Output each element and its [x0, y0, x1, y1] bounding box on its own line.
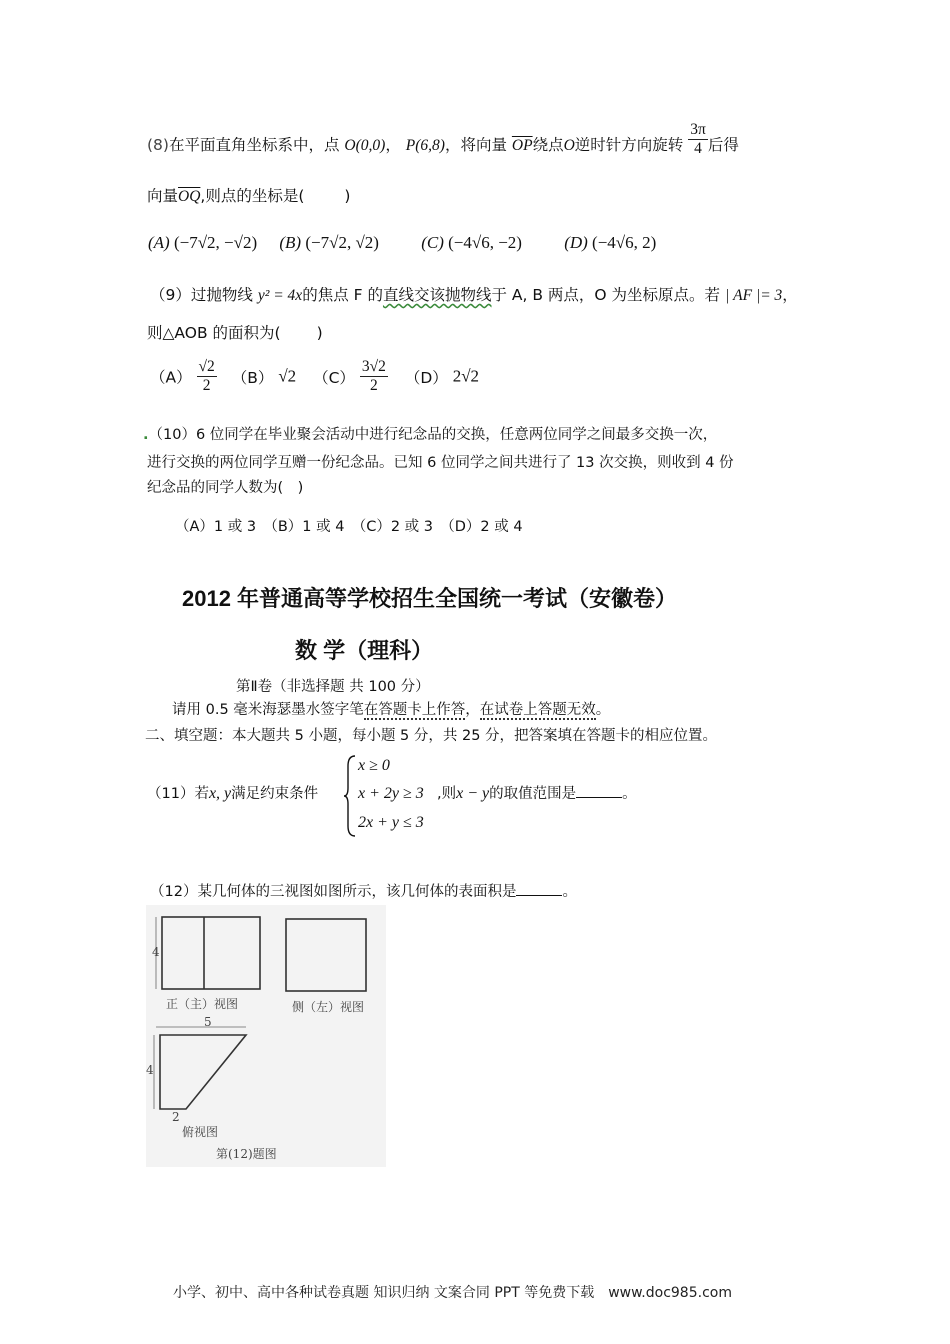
q10-line2: 进行交换的两位同学互赠一份纪念品。已知 6 位同学之间共进行了 13 次交换，则收到 4 份 — [147, 455, 734, 471]
q8-line2-text2: ,则点的坐标是( — [200, 187, 305, 205]
q9-line1 — [150, 283, 798, 305]
q8-text1: 在平面直角坐标系中，点 — [168, 136, 340, 154]
q8-vector-oq: $\overline{OQ}$ — [178, 188, 201, 205]
notice-emphasis-2: 在试卷上答题无效 — [479, 702, 596, 718]
q11-constraint-2: x + 2y ≥ 3 — [358, 785, 424, 802]
top-view-trapezoid — [160, 1035, 246, 1109]
q11-tail — [437, 782, 637, 803]
q9-option-c-fraction: $\frac{3√2}{2}$ — [361, 358, 386, 394]
front-view-label: 正（主）视图 — [166, 997, 239, 1011]
q8-option-d-label: (D) — [564, 233, 588, 252]
q11-text1: 满足约束条件 — [231, 786, 319, 802]
dim-2-label: 2 — [172, 1110, 180, 1124]
q8-angle-fraction: $\frac{3\pi}{4}$ — [690, 121, 706, 157]
q9-option-a-label: （A） — [150, 368, 192, 387]
figure-caption: 第(12)题图 — [216, 1147, 277, 1161]
notice-pre: 请用 0.5 毫米海瑟墨水签字笔 — [172, 702, 364, 718]
q8-option-b-label: (B) — [279, 233, 302, 252]
q9-option-c-label: （C） — [313, 368, 355, 387]
dim-5-label: 5 — [204, 1015, 212, 1029]
q9-prefix: （9）过抛物线 — [150, 286, 253, 304]
q8-o-letter: O — [563, 137, 575, 154]
q11-constraint-3: 2x + y ≤ 3 — [358, 814, 424, 831]
section-2-heading: 二、填空题：本大题共 5 小题，每小题 5 分，共 25 分，把答案填在答题卡的相应位置。 — [145, 728, 718, 744]
q9-condition: | AF |= 3 — [725, 287, 783, 304]
exam-title: 2012 年普通高等学校招生全国统一考试（安徽卷） — [182, 586, 678, 611]
q11-prefix: （11）若 — [147, 786, 209, 802]
q8-prefix: (8) — [147, 136, 169, 154]
q10-options: （A）1 或 3 （B）1 或 4 （C）2 或 3 （D）2 或 4 — [175, 519, 523, 535]
q9-line2 — [147, 321, 323, 343]
q8-text3: 绕点 — [532, 136, 564, 154]
q11-constraint-1: x ≥ 0 — [358, 757, 390, 774]
q12-figure — [146, 905, 386, 1167]
q10-line1 — [143, 423, 717, 444]
dim-4b-label: 4 — [146, 1063, 154, 1077]
q8-text5: 后得 — [707, 136, 739, 154]
q8-point-p: P(6,8) — [405, 137, 445, 154]
q11-vars: x, y — [208, 785, 232, 802]
q11-expression: x − y — [456, 785, 490, 802]
q9-line2-end: ) — [316, 324, 323, 342]
q12-end: 。 — [562, 884, 577, 900]
front-view-rect — [162, 917, 260, 989]
q11-text2: ,则 — [437, 786, 457, 802]
side-view-label: 侧（左）视图 — [292, 1000, 365, 1014]
q9-option-a-fraction: $\frac{√2}{2}$ — [198, 358, 215, 394]
notice-end: 。 — [595, 702, 611, 718]
exam-subject: 数 学（理科） — [295, 638, 434, 663]
q9-option-d: 2√2 — [452, 366, 480, 386]
q8-options — [148, 233, 656, 253]
q9-option-b: √2 — [278, 366, 297, 386]
q8-line2-text1: 向量 — [147, 187, 179, 205]
q8-sep: ， — [385, 136, 401, 154]
q8-text4: 逆时针方向旋转 — [574, 136, 684, 154]
q11-text3: 的取值范围是 — [489, 786, 577, 802]
q10-line3: 纪念品的同学人数为( ) — [147, 480, 304, 496]
q8-text2: ，将向量 — [444, 136, 507, 154]
q9-text3: ， — [782, 286, 798, 304]
q8-line2 — [147, 184, 350, 206]
q8-vector-op: $\overline{OP}$ — [511, 137, 533, 154]
notice-mid: ， — [465, 702, 480, 718]
q12-answer-blank — [516, 881, 562, 896]
q8-option-c: (−4√6, −2) — [448, 233, 522, 252]
q9-option-b-label: （B） — [231, 368, 274, 387]
q8-option-a: (−7√2, −√2) — [173, 233, 258, 252]
q8-line1 — [147, 121, 739, 158]
q8-option-c-label: (C) — [421, 233, 444, 252]
q11-brace — [343, 754, 357, 838]
q12-stem — [150, 880, 577, 901]
q9-options — [150, 358, 479, 395]
q9-wavy-text: 直线交该抛物线 — [382, 286, 492, 304]
exam-volume: 第Ⅱ卷（非选择题 共 100 分） — [236, 679, 430, 695]
q9-option-d-label: （D） — [404, 368, 448, 387]
q8-line2-text3: ) — [344, 187, 351, 205]
top-view-label: 俯视图 — [182, 1125, 219, 1139]
q11-answer-blank — [576, 783, 622, 798]
q10-bullet: . — [143, 427, 149, 443]
notice-emphasis-1: 在答题卡上作答 — [363, 702, 466, 718]
q9-text1: 的焦点 F 的 — [302, 286, 383, 304]
q8-option-b: (−7√2, √2) — [305, 233, 379, 252]
q8-option-d: (−4√6, 2) — [592, 233, 657, 252]
q8-option-a-label: (A) — [148, 233, 170, 252]
q11-text4: 。 — [622, 786, 637, 802]
q9-equation: y² = 4x — [257, 287, 303, 304]
q10-line1-text: （10）6 位同学在毕业聚会活动中进行纪念品的交换，任意两位同学之间最多交换一次， — [148, 427, 718, 443]
q12-text: （12）某几何体的三视图如图所示，该几何体的表面积是 — [150, 884, 517, 900]
q8-point-o: O(0,0) — [344, 137, 386, 154]
dim-4a-label: 4 — [152, 945, 160, 959]
q9-line2-text: 则△AOB 的面积为( — [147, 324, 281, 342]
side-view-rect — [286, 919, 366, 991]
page-footer: 小学、初中、高中各种试卷真题 知识归纳 文案合同 PPT 等免费下载 www.doc985.com — [173, 1285, 732, 1301]
exam-notice — [172, 698, 610, 719]
q9-text2: 于 A, B 两点，O 为坐标原点。若 — [491, 286, 721, 304]
q11-stem — [147, 782, 318, 803]
